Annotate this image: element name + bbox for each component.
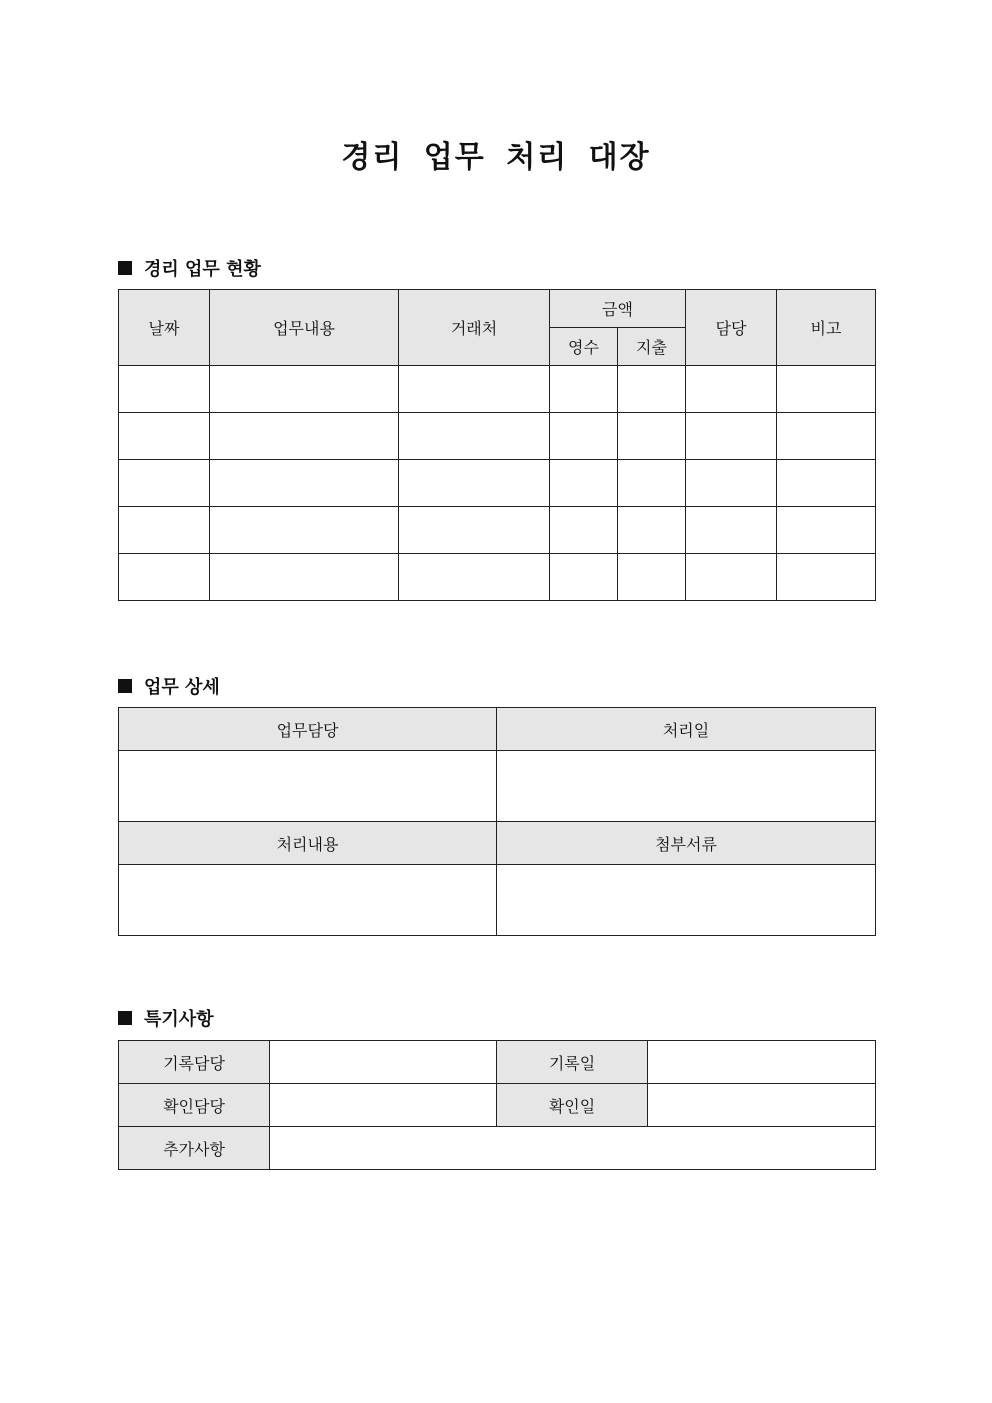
label-recorder: 기록담당 xyxy=(119,1041,270,1084)
label-verify-date: 확인일 xyxy=(497,1084,648,1127)
notes-table xyxy=(118,1040,876,1170)
field-verifier[interactable] xyxy=(270,1084,497,1127)
cell-vendor[interactable] xyxy=(399,366,550,413)
header-vendor: 거래처 xyxy=(399,290,550,366)
cell-vendor[interactable] xyxy=(399,460,550,507)
cell-vendor[interactable] xyxy=(399,413,550,460)
cell-content[interactable] xyxy=(210,366,399,413)
label-process-content: 처리내용 xyxy=(119,822,497,865)
page-title: 경리 업무 처리 대장 xyxy=(341,140,651,175)
table-header-row xyxy=(119,290,876,328)
cell-receipt[interactable] xyxy=(550,413,618,460)
cell-manager[interactable] xyxy=(686,507,777,554)
table-row xyxy=(119,460,876,507)
cell-expense[interactable] xyxy=(618,413,686,460)
detail-table xyxy=(118,707,876,936)
cell-vendor[interactable] xyxy=(399,507,550,554)
section-heading-label: 업무 상세 xyxy=(144,677,220,698)
notes-row xyxy=(119,1084,876,1127)
header-manager: 담당 xyxy=(686,290,777,366)
detail-header-row xyxy=(119,708,876,751)
cell-content[interactable] xyxy=(210,460,399,507)
cell-receipt[interactable] xyxy=(550,554,618,601)
cell-remarks[interactable] xyxy=(777,366,876,413)
field-additional[interactable] xyxy=(270,1127,876,1170)
label-verifier: 확인담당 xyxy=(119,1084,270,1127)
cell-remarks[interactable] xyxy=(777,460,876,507)
label-record-date: 기록일 xyxy=(497,1041,648,1084)
field-record-date[interactable] xyxy=(648,1041,876,1084)
section-heading-detail xyxy=(118,673,220,699)
cell-date[interactable] xyxy=(119,460,210,507)
section-heading-notes xyxy=(118,1005,214,1031)
label-manager: 업무담당 xyxy=(119,708,497,751)
cell-content[interactable] xyxy=(210,507,399,554)
header-content: 업무내용 xyxy=(210,290,399,366)
cell-content[interactable] xyxy=(210,554,399,601)
cell-manager[interactable] xyxy=(686,554,777,601)
header-expense: 지출 xyxy=(618,328,686,366)
table-row xyxy=(119,554,876,601)
cell-manager[interactable] xyxy=(686,366,777,413)
cell-receipt[interactable] xyxy=(550,507,618,554)
square-bullet-icon xyxy=(118,1011,132,1025)
header-amount: 금액 xyxy=(550,290,686,328)
cell-manager[interactable] xyxy=(686,460,777,507)
cell-date[interactable] xyxy=(119,507,210,554)
detail-value-row xyxy=(119,751,876,822)
field-process-content[interactable] xyxy=(119,865,497,936)
cell-content[interactable] xyxy=(210,413,399,460)
table-row xyxy=(119,366,876,413)
table-row xyxy=(119,507,876,554)
cell-manager[interactable] xyxy=(686,413,777,460)
header-remarks: 비고 xyxy=(777,290,876,366)
section-heading-label: 특기사항 xyxy=(144,1009,214,1030)
cell-remarks[interactable] xyxy=(777,554,876,601)
section-heading-status xyxy=(118,255,261,281)
cell-vendor[interactable] xyxy=(399,554,550,601)
detail-header-row xyxy=(119,822,876,865)
table-row xyxy=(119,413,876,460)
section-heading-label: 경리 업무 현황 xyxy=(144,259,261,280)
cell-date[interactable] xyxy=(119,366,210,413)
square-bullet-icon xyxy=(118,679,132,693)
label-additional: 추가사항 xyxy=(119,1127,270,1170)
cell-expense[interactable] xyxy=(618,366,686,413)
square-bullet-icon xyxy=(118,261,132,275)
field-process-date[interactable] xyxy=(497,751,876,822)
cell-expense[interactable] xyxy=(618,507,686,554)
cell-expense[interactable] xyxy=(618,460,686,507)
detail-value-row xyxy=(119,865,876,936)
field-verify-date[interactable] xyxy=(648,1084,876,1127)
label-attachments: 첨부서류 xyxy=(497,822,876,865)
field-recorder[interactable] xyxy=(270,1041,497,1084)
label-process-date: 처리일 xyxy=(497,708,876,751)
cell-remarks[interactable] xyxy=(777,507,876,554)
header-date: 날짜 xyxy=(119,290,210,366)
header-receipt: 영수 xyxy=(550,328,618,366)
cell-remarks[interactable] xyxy=(777,413,876,460)
cell-receipt[interactable] xyxy=(550,366,618,413)
status-table xyxy=(118,289,876,601)
cell-receipt[interactable] xyxy=(550,460,618,507)
notes-row xyxy=(119,1127,876,1170)
field-attachments[interactable] xyxy=(497,865,876,936)
field-manager[interactable] xyxy=(119,751,497,822)
cell-date[interactable] xyxy=(119,413,210,460)
cell-expense[interactable] xyxy=(618,554,686,601)
cell-date[interactable] xyxy=(119,554,210,601)
notes-row xyxy=(119,1041,876,1084)
